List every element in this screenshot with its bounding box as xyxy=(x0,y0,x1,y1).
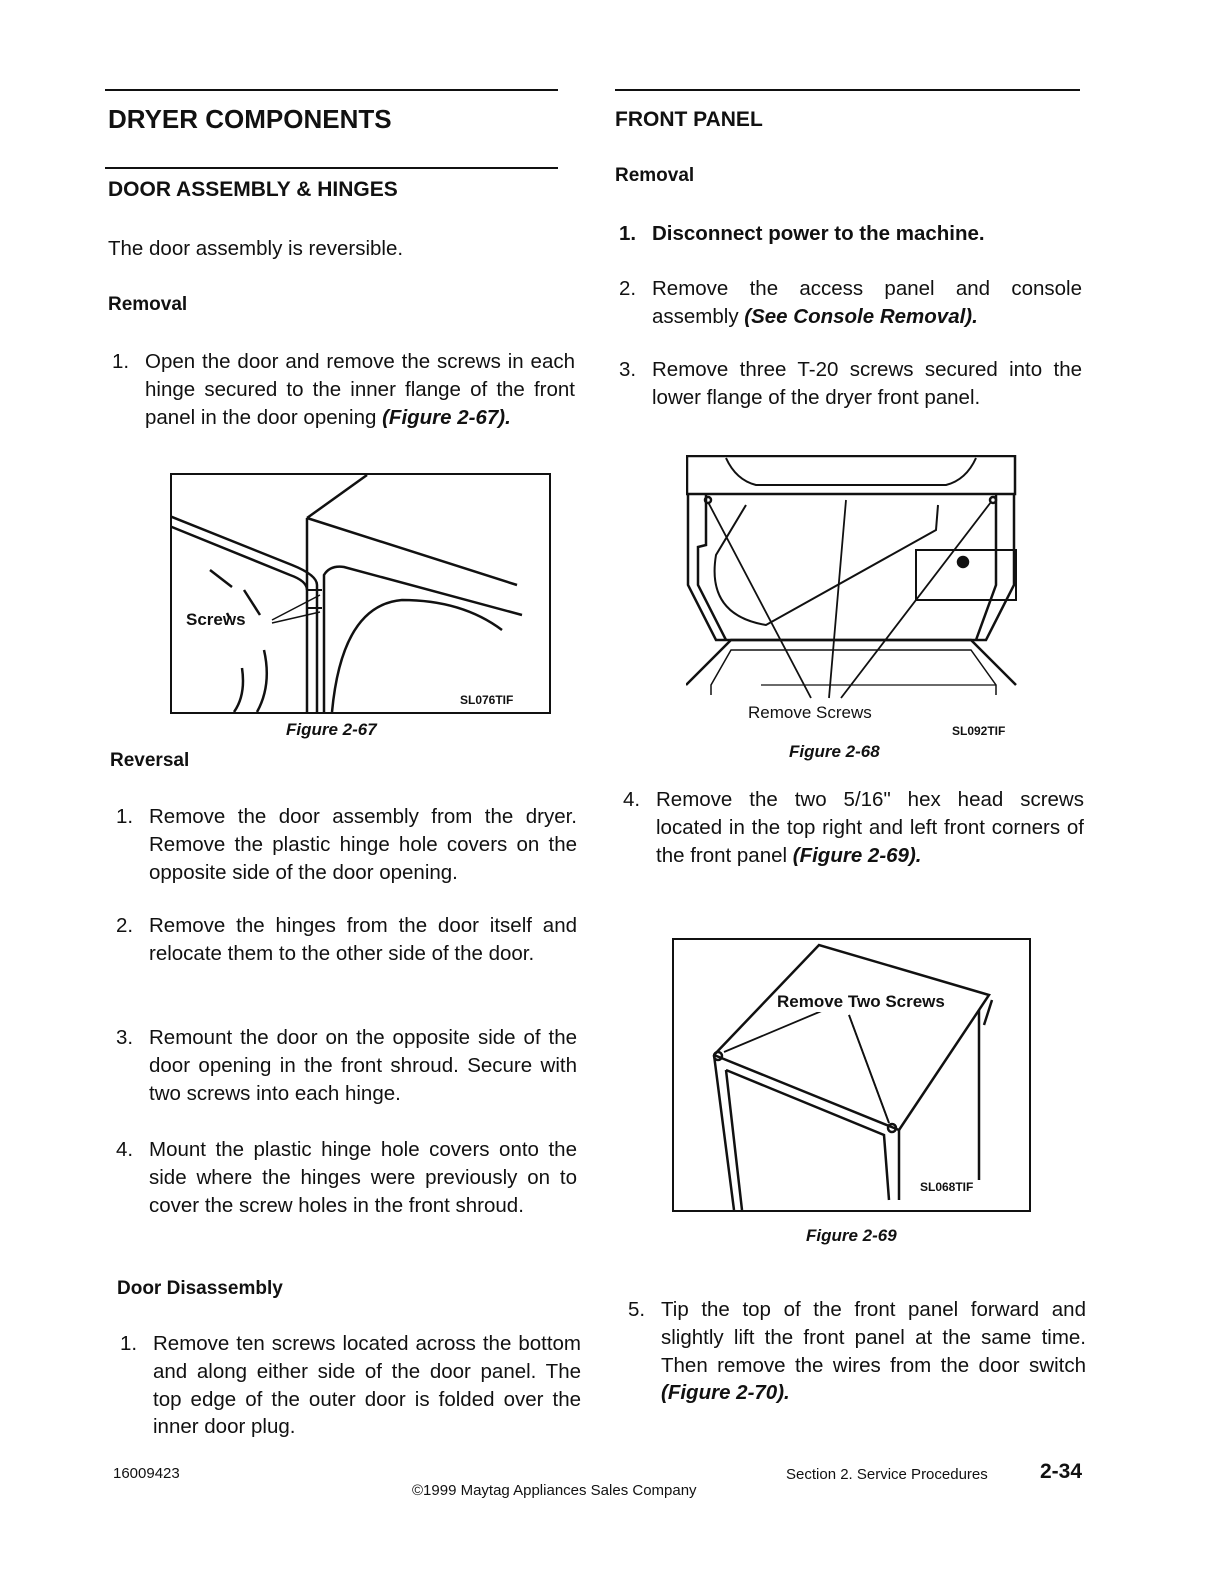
figure-reference: (Figure 2-70). xyxy=(661,1381,790,1405)
item-number: 1. xyxy=(116,805,134,828)
figure-code: SL068TIF xyxy=(920,1180,974,1194)
list-item xyxy=(619,275,1082,331)
figure-caption: Figure 2-67 xyxy=(286,720,377,739)
figure-caption: Figure 2-69 xyxy=(806,1226,897,1245)
item-number: 4. xyxy=(116,1138,134,1161)
page-title: DRYER COMPONENTS xyxy=(108,104,392,134)
list-item xyxy=(623,786,1084,869)
front-panel-drawing xyxy=(686,455,1018,705)
removal-heading: Removal xyxy=(108,294,188,315)
figure-label-remove-screws: Remove Screws xyxy=(748,703,872,722)
list-item xyxy=(116,912,577,968)
figure-caption: Figure 2-68 xyxy=(789,742,880,761)
item-number: 1. xyxy=(120,1332,138,1355)
intro-text: The door assembly is reversible. xyxy=(108,237,404,260)
item-number: 4. xyxy=(623,788,641,811)
section-heading-door: DOOR ASSEMBLY & HINGES xyxy=(108,178,398,201)
section-rule xyxy=(105,167,558,169)
item-number: 2. xyxy=(619,277,637,300)
figure-2-69 xyxy=(672,938,1031,1212)
figure-label-remove-two-screws: Remove Two Screws xyxy=(777,992,945,1011)
hinge-drawing xyxy=(172,475,549,712)
figure-2-67 xyxy=(170,473,551,714)
list-item xyxy=(619,220,1082,248)
item-text: Mount the plastic hinge hole covers onto the side where the hinges were previously on to cover the screw holes in the front shroud. xyxy=(149,1138,577,1217)
item-text: Remove ten screws located across the bottom and along either side of the door panel. The top edge of the outer door is folded over the inner door plug. xyxy=(153,1332,581,1439)
title-rule xyxy=(105,89,558,91)
list-item xyxy=(116,1024,577,1107)
item-number: 5. xyxy=(628,1298,646,1321)
list-item xyxy=(120,1330,581,1441)
title-rule-right xyxy=(615,89,1080,91)
item-number: 3. xyxy=(619,358,637,381)
removal-heading-right: Removal xyxy=(615,165,695,186)
list-item xyxy=(619,356,1082,412)
item-text: Remove the hinges from the door itself and relocate them to the other side of the door. xyxy=(149,914,577,965)
figure-reference: (See Console Removal). xyxy=(744,304,978,328)
item-number: 1. xyxy=(112,350,130,373)
item-text: Remount the door on the opposite side of the door opening in the front shroud. Secure with two screws into each hinge. xyxy=(149,1026,577,1105)
item-text: Remove the door assembly from the dryer. Remove the plastic hinge hole covers on the opposite side of the door opening. xyxy=(149,805,577,884)
item-number: 1. xyxy=(619,222,637,245)
item-number: 2. xyxy=(116,914,134,937)
footer-section: Section 2. Service Procedures xyxy=(786,1466,988,1483)
item-number: 3. xyxy=(116,1026,134,1049)
list-item xyxy=(628,1296,1086,1407)
item-text: Disconnect power to the machine. xyxy=(652,222,985,245)
item-text: Remove the access panel and console assembly xyxy=(652,277,1082,328)
page-number: 2-34 xyxy=(1040,1460,1083,1483)
list-item xyxy=(116,1136,577,1219)
figure-reference: (Figure 2-69). xyxy=(792,843,922,867)
figure-2-68 xyxy=(686,455,1018,722)
list-item xyxy=(112,348,575,431)
list-item xyxy=(116,803,577,886)
reversal-heading: Reversal xyxy=(110,750,190,771)
figure-code: SL092TIF xyxy=(952,724,1006,738)
figure-reference: (Figure 2-67). xyxy=(382,405,511,429)
figure-label-screws: Screws xyxy=(186,610,246,629)
figure-code: SL076TIF xyxy=(460,693,514,707)
section-heading-front-panel: FRONT PANEL xyxy=(615,108,763,131)
item-text: Open the door and remove the screws in each hinge secured to the inner flange of the front panel in the door opening xyxy=(145,350,575,429)
copyright: ©1999 Maytag Appliances Sales Company xyxy=(412,1482,697,1499)
part-number: 16009423 xyxy=(113,1465,180,1482)
door-disassembly-heading: Door Disassembly xyxy=(117,1278,283,1299)
item-text: Remove the two 5/16" hex head screws located in the top right and left front corners of the front panel xyxy=(656,788,1084,867)
item-text: Remove three T-20 screws secured into the lower flange of the dryer front panel. xyxy=(652,358,1082,409)
item-text: Tip the top of the front panel forward and slightly lift the front panel at the same time. Then remove the wires from the door switch xyxy=(661,1298,1086,1377)
corner-drawing xyxy=(674,940,1029,1210)
